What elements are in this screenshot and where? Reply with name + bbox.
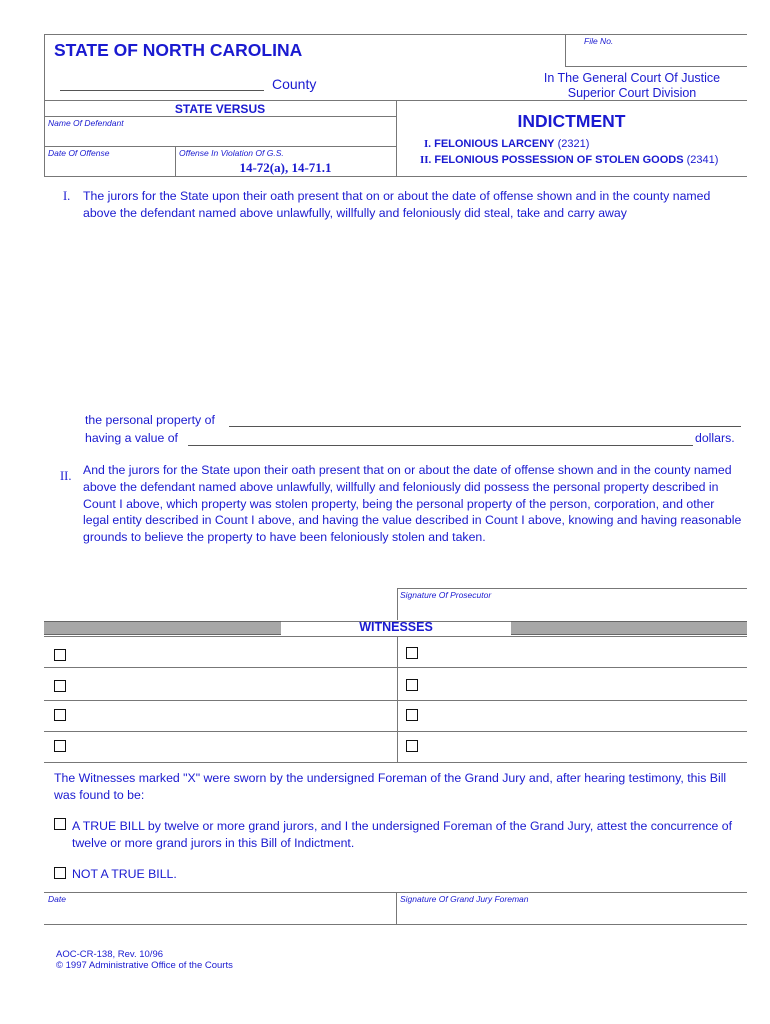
file-no-divider <box>565 34 566 66</box>
date-offense-field[interactable] <box>48 158 172 174</box>
witness-checkbox-5[interactable] <box>54 709 66 721</box>
date-label: Date <box>48 894 66 904</box>
witness-name-field-4[interactable] <box>426 673 744 695</box>
witnesses-divider <box>397 636 398 762</box>
count1-heading <box>424 138 589 150</box>
court-name <box>500 71 764 101</box>
witnesses-bar-right <box>511 621 747 635</box>
indictment-title: INDICTMENT <box>517 111 626 131</box>
property-owner-label: the personal property of <box>85 413 215 427</box>
defendant-top-rule <box>44 116 396 117</box>
county-label: County <box>272 76 317 92</box>
witnesses-bar-left <box>44 621 281 635</box>
state-versus: STATE VERSUS <box>174 102 266 116</box>
count1-heading-name: FELONIOUS LARCENY <box>434 138 555 150</box>
copyright: © 1997 Administrative Office of the Courts <box>56 960 233 971</box>
count1-text: The jurors for the State upon their oath present that on or about the date of offense shown and in the county named above the defendant named above unlawfully, willfully and feloniously did steal, take and carry away <box>83 189 711 220</box>
witness-row-rule-left-1 <box>44 667 397 668</box>
count1-heading-code: (2321) <box>557 138 590 150</box>
court-line-1: In The General Court Of Justice <box>543 71 721 85</box>
defendant-field[interactable] <box>48 128 392 145</box>
count2-heading <box>420 154 718 166</box>
property-description-field[interactable] <box>83 226 743 406</box>
date-field[interactable] <box>48 904 392 922</box>
property-owner-field[interactable] <box>229 410 741 426</box>
witness-row-rule-4 <box>44 762 747 763</box>
count1-number: I. <box>63 189 71 203</box>
witness-name-field-5[interactable] <box>74 705 392 727</box>
witness-name-field-7[interactable] <box>74 736 392 758</box>
header-top-rule <box>44 34 747 35</box>
body-top-rule <box>44 176 747 177</box>
court-line-2: Superior Court Division <box>567 86 697 100</box>
county-field[interactable] <box>60 74 264 90</box>
value-field[interactable] <box>188 429 693 445</box>
file-no-field[interactable] <box>584 44 744 64</box>
offense-top-rule <box>44 146 396 147</box>
count1-heading-num: I. <box>424 138 432 150</box>
defendant-label: Name Of Defendant <box>48 118 124 128</box>
witnesses-title: WITNESSES <box>359 620 433 634</box>
not-true-bill-checkbox[interactable] <box>54 867 66 879</box>
witness-name-field-8[interactable] <box>426 736 744 758</box>
statutes: 14-72(a), 14-71.1 <box>239 160 332 175</box>
witness-checkbox-3[interactable] <box>54 680 66 692</box>
footer-box-bottom <box>44 924 747 925</box>
prosecutor-sig-label: Signature Of Prosecutor <box>400 590 492 600</box>
file-no-bottom-rule <box>565 66 747 67</box>
witness-checkbox-7[interactable] <box>54 740 66 752</box>
witness-checkbox-8[interactable] <box>406 740 418 752</box>
witness-checkbox-6[interactable] <box>406 709 418 721</box>
date-offense-label: Date Of Offense <box>48 148 110 158</box>
count2-heading-code: (2341) <box>686 154 719 166</box>
prosecutor-sig-rule <box>397 588 747 589</box>
witness-name-field-1[interactable] <box>74 642 392 664</box>
count2-heading-name: FELONIOUS POSSESSION OF STOLEN GOODS <box>434 154 684 166</box>
footer-box-divider <box>396 892 397 924</box>
grand-jury-statement: The Witnesses marked "X" were sworn by the undersigned Foreman of the Grand Jury and, after hearing testimony, this Bill was found to be: <box>54 771 727 802</box>
property-owner-line <box>229 426 741 427</box>
state-title: STATE OF NORTH CAROLINA <box>54 40 303 60</box>
count2-number: II. <box>60 469 72 483</box>
witness-checkbox-2[interactable] <box>406 647 418 659</box>
witness-row-rule-2 <box>44 700 747 701</box>
witness-name-field-6[interactable] <box>426 705 744 727</box>
prosecutor-sig-field[interactable] <box>400 600 745 618</box>
count2-heading-num: II. <box>420 154 432 166</box>
form-footer <box>56 949 233 971</box>
witness-row-rule-right-1 <box>397 667 747 668</box>
not-true-bill-text: NOT A TRUE BILL. <box>72 867 177 881</box>
witness-name-field-2[interactable] <box>426 642 744 664</box>
foreman-sig-label: Signature Of Grand Jury Foreman <box>400 894 529 904</box>
value-label: having a value of <box>85 431 178 445</box>
county-line <box>60 90 264 91</box>
value-line <box>188 445 693 446</box>
witness-checkbox-4[interactable] <box>406 679 418 691</box>
count2-text: And the jurors for the State upon their oath present that on or about the date of offense shown and in the county named above the defendant named above unlawfully, willfully and feloniously did possess the personal property described in Count I above, which property was stolen property, being the personal property of the person, corporation, and other legal entity described in Count I above, and having the value described in Count I above, knowing and having reasonable grounds to believe the property to have been feloniously stolen and taken. <box>83 463 742 545</box>
witness-name-field-3[interactable] <box>74 673 392 695</box>
witness-row-rule-3 <box>44 731 747 732</box>
file-no-label: File No. <box>584 36 614 46</box>
witnesses-header-bottom <box>44 636 747 637</box>
foreman-sig-field[interactable] <box>400 904 745 922</box>
true-bill-text: A TRUE BILL by twelve or more grand jurors, and I the undersigned Foreman of the Grand Jury, attest the concurrence of twelve or more grand jurors in this Bill of Indictment. <box>72 819 733 850</box>
dollars-label: dollars. <box>695 431 735 445</box>
witness-checkbox-1[interactable] <box>54 649 66 661</box>
prosecutor-sig-divider <box>397 588 398 620</box>
true-bill-checkbox[interactable] <box>54 818 66 830</box>
violation-label: Offense In Violation Of G.S. <box>179 148 284 158</box>
form-number: AOC-CR-138, Rev. 10/96 <box>56 949 164 960</box>
